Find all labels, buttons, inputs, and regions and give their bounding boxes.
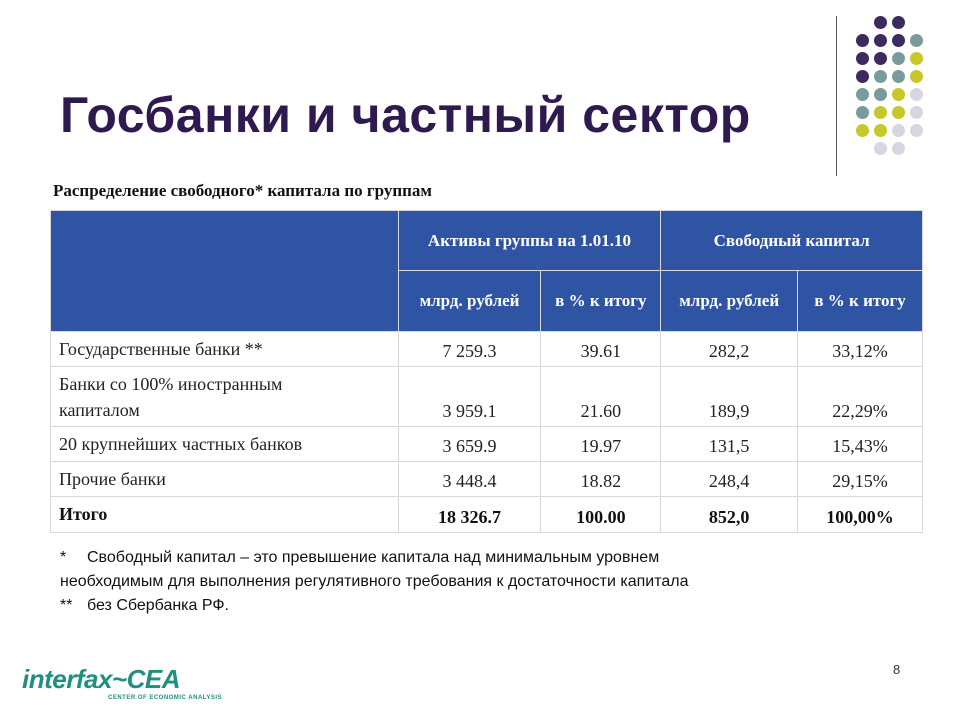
table-caption: Распределение свободного* капитала по группам bbox=[53, 181, 433, 200]
cell-capital-bln: 131,5 bbox=[661, 427, 798, 462]
cell-assets-pct: 39.61 bbox=[541, 332, 661, 367]
cell-assets-bln: 3 959.1 bbox=[398, 367, 541, 427]
decorative-dot bbox=[910, 70, 923, 83]
cell-capital-pct: 33,12% bbox=[798, 332, 923, 367]
cell-assets-bln: 7 259.3 bbox=[398, 332, 541, 367]
table-row-total bbox=[51, 497, 923, 533]
header-assets: Активы группы на 1.01.10 bbox=[398, 211, 661, 271]
table-row bbox=[51, 332, 923, 367]
decorative-dot bbox=[856, 88, 869, 101]
decorative-dot bbox=[910, 34, 923, 47]
cell-capital-bln: 282,2 bbox=[661, 332, 798, 367]
logo-wordmark: interfax~CEA bbox=[22, 664, 180, 694]
footnotes bbox=[60, 546, 689, 618]
cell-capital-pct: 15,43% bbox=[798, 427, 923, 462]
header-free-capital: Свободный капитал bbox=[661, 211, 923, 271]
cell-assets-pct: 21.60 bbox=[541, 367, 661, 427]
decorative-dot bbox=[892, 106, 905, 119]
decorative-dot bbox=[892, 124, 905, 137]
decorative-dot bbox=[856, 34, 869, 47]
decorative-dot bbox=[892, 34, 905, 47]
cell-capital-pct: 22,29% bbox=[798, 367, 923, 427]
cell-assets-bln: 3 659.9 bbox=[398, 427, 541, 462]
decorative-dot bbox=[910, 88, 923, 101]
footnote-star-line2: необходимым для выполнения регулятивного требования к достаточности капитала bbox=[60, 573, 689, 590]
decorative-dot bbox=[874, 16, 887, 29]
row-label: 20 крупнейших частных банков bbox=[51, 427, 399, 462]
interfax-cea-logo bbox=[22, 664, 223, 712]
subheader-capital-pct: в % к итогу bbox=[798, 271, 923, 332]
decorative-dot bbox=[874, 70, 887, 83]
subheader-assets-bln: млрд. рублей bbox=[398, 271, 541, 332]
footnote-dstar-mark: ** bbox=[60, 597, 73, 614]
decorative-dot bbox=[874, 142, 887, 155]
header-blank-cell bbox=[51, 211, 399, 332]
page-number: 8 bbox=[893, 662, 901, 677]
slide-title: Госбанки и частный сектор bbox=[60, 87, 751, 143]
cell-capital-bln: 189,9 bbox=[661, 367, 798, 427]
cell-capital-pct: 100,00% bbox=[798, 497, 923, 533]
cell-assets-bln: 18 326.7 bbox=[398, 497, 541, 533]
decorative-dot bbox=[874, 124, 887, 137]
logo-tagline: CENTER OF ECONOMIC ANALYSIS bbox=[108, 695, 223, 701]
decorative-dot bbox=[910, 106, 923, 119]
decorative-dot bbox=[874, 52, 887, 65]
decorative-dot bbox=[892, 142, 905, 155]
cell-capital-bln: 248,4 bbox=[661, 462, 798, 497]
decorative-dot bbox=[874, 106, 887, 119]
decorative-dot bbox=[910, 124, 923, 137]
decorative-dot bbox=[874, 34, 887, 47]
cell-assets-bln: 3 448.4 bbox=[398, 462, 541, 497]
row-label: Итого bbox=[51, 497, 399, 533]
capital-distribution-table bbox=[50, 210, 923, 533]
footnote-star-mark: * bbox=[60, 549, 67, 566]
decorative-divider bbox=[836, 16, 837, 176]
decorative-dot bbox=[874, 88, 887, 101]
decorative-dot bbox=[892, 88, 905, 101]
decorative-dot bbox=[856, 52, 869, 65]
cell-assets-pct: 19.97 bbox=[541, 427, 661, 462]
decorative-dot bbox=[910, 52, 923, 65]
cell-assets-pct: 18.82 bbox=[541, 462, 661, 497]
row-label: Государственные банки ** bbox=[51, 332, 399, 367]
cell-capital-pct: 29,15% bbox=[798, 462, 923, 497]
decorative-dot bbox=[892, 16, 905, 29]
table-row bbox=[51, 367, 923, 427]
cell-assets-pct: 100.00 bbox=[541, 497, 661, 533]
table-row bbox=[51, 427, 923, 462]
decorative-dot bbox=[856, 106, 869, 119]
decorative-dot bbox=[856, 124, 869, 137]
subheader-capital-bln: млрд. рублей bbox=[661, 271, 798, 332]
row-label: Банки со 100% иностранным капиталом bbox=[51, 367, 399, 427]
decorative-dot bbox=[856, 70, 869, 83]
footnote-dstar-text: без Сбербанка РФ. bbox=[87, 597, 229, 614]
decorative-dot-grid bbox=[850, 12, 950, 162]
footnote-star-line1: Свободный капитал – это превышение капитала над минимальным уровнем bbox=[87, 549, 660, 566]
decorative-dot bbox=[892, 70, 905, 83]
cell-capital-bln: 852,0 bbox=[661, 497, 798, 533]
subheader-assets-pct: в % к итогу bbox=[541, 271, 661, 332]
row-label: Прочие банки bbox=[51, 462, 399, 497]
decorative-dot bbox=[892, 52, 905, 65]
table-row bbox=[51, 462, 923, 497]
